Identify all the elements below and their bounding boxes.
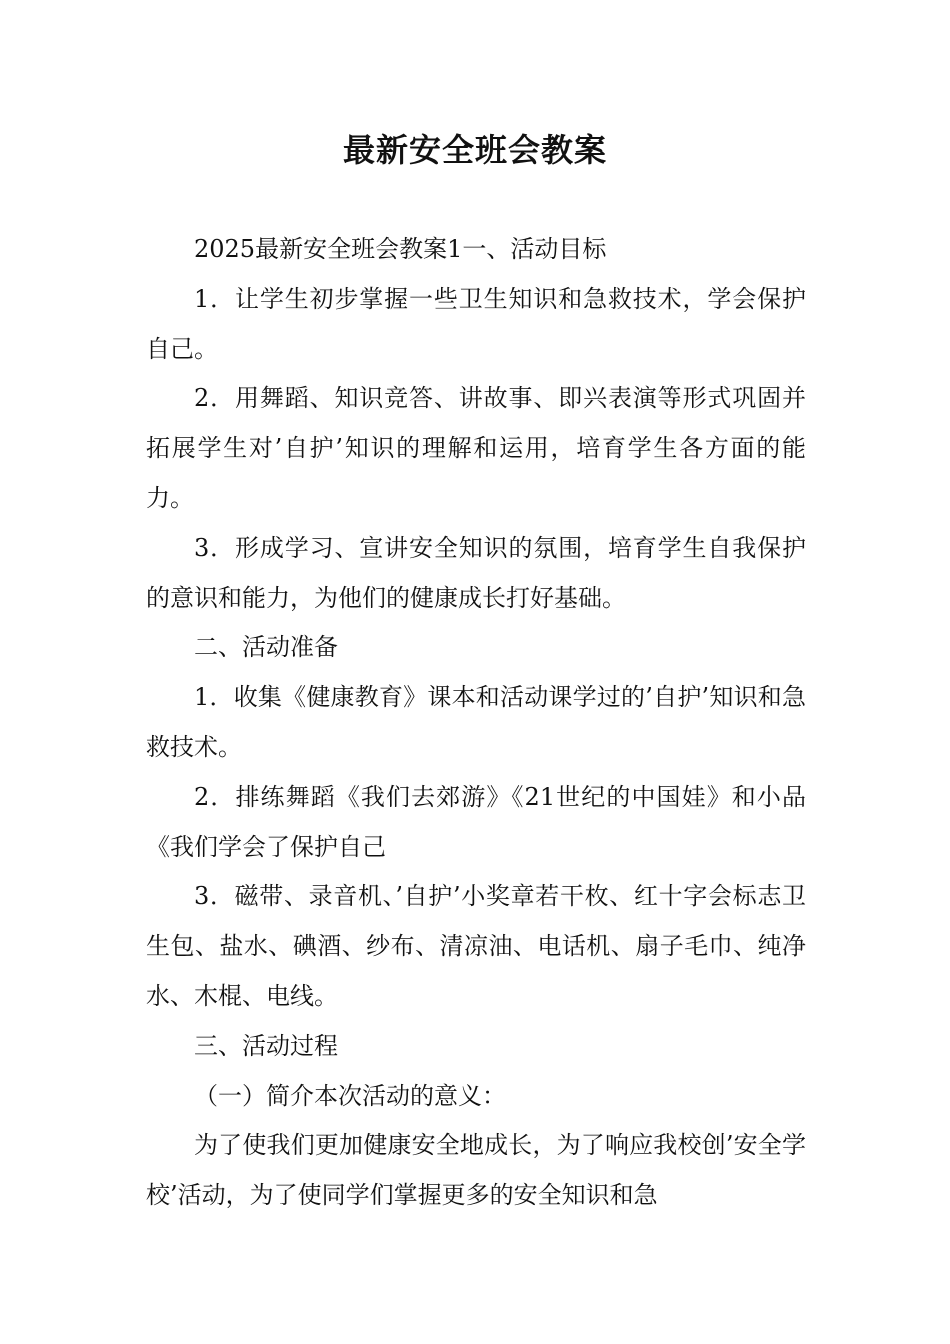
paragraph-prep-2: 2．排练舞蹈《我们去郊游》《21世纪的中国娃》和小品《我们学会了保护自己: [146, 782, 806, 861]
paragraph-goal-1: 1．让学生初步掌握一些卫生知识和急救技术，学会保护自己。: [146, 284, 806, 363]
document-title: 最新安全班会教案: [342, 131, 607, 169]
paragraph-intro: 2025最新安全班会教案1一、活动目标: [194, 235, 607, 263]
subheading-significance: （一）简介本次活动的意义：: [194, 1081, 506, 1110]
section-heading-preparation: 二、活动准备: [194, 633, 338, 662]
paragraph-prep-3: 3．磁带、录音机、’自护’小奖章若干枚、红十字会标志卫生包、盐水、碘酒、纱布、清凉油、电话机、扇子毛巾、纯净水、木棍、电线。: [146, 882, 806, 1010]
paragraph-goal-3: 3．形成学习、宣讲安全知识的氛围，培育学生自我保护的意识和能力，为他们的健康成长打好基础。: [146, 533, 806, 612]
paragraph-goal-2: 2．用舞蹈、知识竞答、讲故事、即兴表演等形式巩固并拓展学生对’自护’知识的理解和运用，培育学生各方面的能力。: [146, 384, 806, 512]
paragraph-prep-1: 1．收集《健康教育》课本和活动课学过的’自护’知识和急救技术。: [146, 683, 806, 761]
paragraph-significance: 为了使我们更加健康安全地成长，为了响应我校创’安全学校’活动，为了使同学们掌握更多的安全知识和急: [146, 1131, 806, 1210]
document-body: [146, 225, 806, 1221]
section-heading-process: 三、活动过程: [194, 1031, 338, 1060]
